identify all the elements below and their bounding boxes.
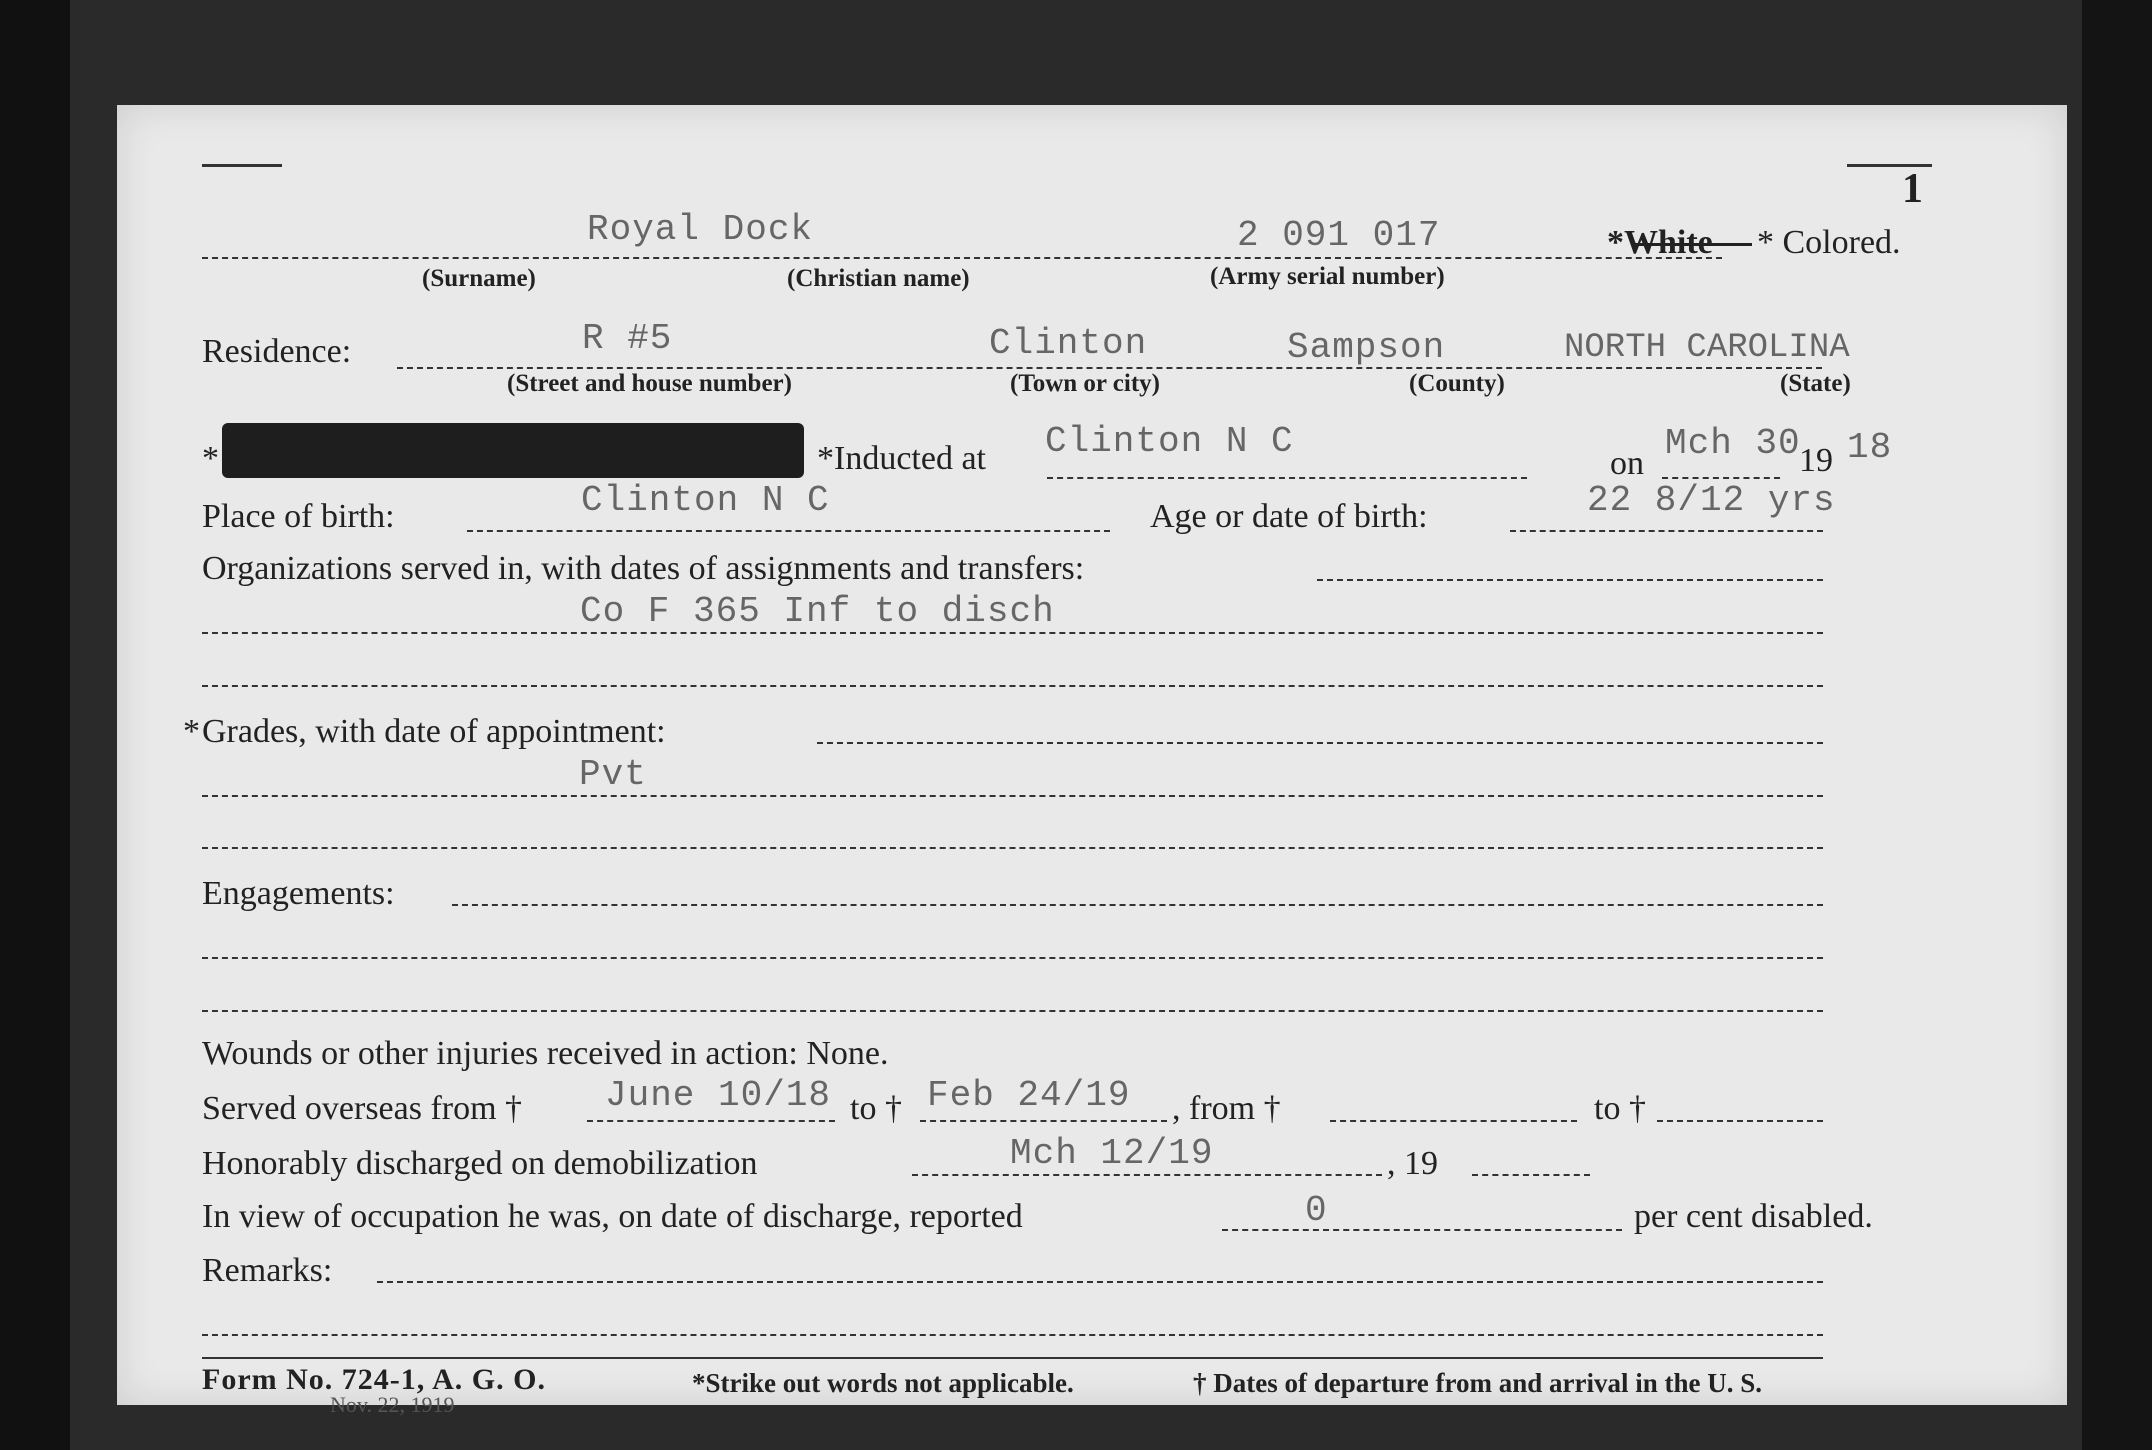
age-label: Age or date of birth:: [1150, 498, 1428, 535]
christian-name-label: (Christian name): [787, 265, 970, 292]
age-value: 22 8/12 yrs: [1587, 480, 1836, 521]
inducted-at-label: *Inducted at: [817, 440, 986, 477]
to-label-2: to †: [1594, 1090, 1646, 1127]
overseas-to-value: Feb 24/19: [927, 1075, 1131, 1116]
wounds-label: Wounds or other injuries received in action: None.: [202, 1035, 889, 1072]
to-label-1: to †: [850, 1090, 902, 1127]
inducted-year-value: 18: [1847, 427, 1893, 468]
remarks-line-1: [377, 1281, 1823, 1283]
overseas-from-line: [587, 1120, 835, 1122]
engagements-line-1: [452, 904, 1823, 906]
town-value: Clinton: [989, 323, 1148, 364]
discharge-date-value: Mch 12/19: [1010, 1133, 1214, 1174]
remarks-line-2: [202, 1334, 1823, 1336]
disabled-percent-value: 0: [1305, 1190, 1328, 1231]
serial-label: (Army serial number): [1210, 263, 1445, 290]
footer-rule: [202, 1357, 1823, 1359]
grades-marker: *: [183, 713, 200, 750]
discharge-year-line: [1472, 1174, 1590, 1176]
grades-label: Grades, with date of appointment:: [202, 713, 666, 750]
scan-edge-right: [2082, 0, 2152, 1450]
engagements-label: Engagements:: [202, 875, 395, 912]
strike-note: *Strike out words not applicable.: [692, 1368, 1074, 1398]
discharge-year-label: , 19: [1387, 1145, 1438, 1182]
engagements-line-3: [202, 1010, 1823, 1012]
remarks-label: Remarks:: [202, 1252, 333, 1289]
name-line: [202, 257, 1722, 259]
grades-value: Pvt: [579, 754, 647, 795]
state-value: NORTH CAROLINA: [1564, 329, 1850, 367]
served-overseas-label: Served overseas from †: [202, 1090, 523, 1127]
street-value: R #5: [582, 318, 673, 359]
disabled-line: [1222, 1229, 1622, 1231]
place-of-birth-label: Place of birth:: [202, 498, 395, 535]
street-label: (Street and house number): [507, 370, 792, 397]
birth-place-line: [467, 530, 1110, 532]
serial-value: 2 091 017: [1237, 215, 1441, 256]
discharged-label: Honorably discharged on demobilization: [202, 1145, 758, 1182]
residence-line: [397, 367, 1822, 369]
from-label: , from †: [1172, 1090, 1281, 1127]
organizations-value: Co F 365 Inf to disch: [580, 591, 1055, 632]
inducted-date-value: Mch 30: [1665, 423, 1801, 464]
disabled-label: per cent disabled.: [1634, 1198, 1873, 1235]
overseas-to2-line: [1657, 1120, 1823, 1122]
surname-label: (Surname): [422, 265, 536, 292]
organizations-label: Organizations served in, with dates of assignments and transfers:: [202, 550, 1085, 587]
scan-edge-left: [0, 0, 70, 1450]
white-strikeout: [1632, 243, 1752, 246]
birth-place-value: Clinton N C: [581, 480, 830, 521]
surname-value: Royal Dock: [587, 209, 814, 250]
dagger-note: † Dates of departure from and arrival in the U. S.: [1193, 1368, 1762, 1398]
organizations-line-1: [1317, 579, 1823, 581]
organizations-line-2: [202, 632, 1823, 634]
enlisted-redaction: [222, 423, 804, 478]
year-prefix: 19: [1799, 442, 1833, 479]
white-label: *White: [1607, 224, 1713, 261]
town-label: (Town or city): [1010, 370, 1160, 397]
discharge-line: [912, 1174, 1382, 1176]
service-record-card: [117, 105, 2067, 1417]
grades-line-2: [202, 795, 1823, 797]
engagements-line-2: [202, 957, 1823, 959]
grades-line-3: [202, 847, 1823, 849]
residence-label: Residence:: [202, 333, 352, 370]
age-line: [1510, 530, 1823, 532]
overseas-from-value: June 10/18: [605, 1075, 832, 1116]
occupation-label: In view of occupation he was, on date of discharge, reported: [202, 1198, 1023, 1235]
colored-label: * Colored.: [1757, 224, 1901, 261]
card-number: 1: [1902, 166, 1923, 212]
state-label: (State): [1780, 370, 1851, 397]
inducted-date-line: [1662, 477, 1780, 479]
inducted-place-line: [1047, 477, 1527, 479]
on-label: on: [1610, 445, 1644, 482]
form-number: Form No. 724-1, A. G. O.: [202, 1363, 546, 1396]
county-value: Sampson: [1287, 327, 1446, 368]
form-date: Nov. 22, 1919: [330, 1392, 455, 1417]
inducted-place-value: Clinton N C: [1045, 421, 1294, 462]
overseas-to-line: [920, 1120, 1167, 1122]
county-label: (County): [1409, 370, 1505, 397]
grades-line-1: [817, 742, 1823, 744]
organizations-line-3: [202, 685, 1823, 687]
enlisted-marker: *: [202, 440, 219, 477]
corner-mark-left: [202, 164, 282, 167]
overseas-from2-line: [1330, 1120, 1577, 1122]
